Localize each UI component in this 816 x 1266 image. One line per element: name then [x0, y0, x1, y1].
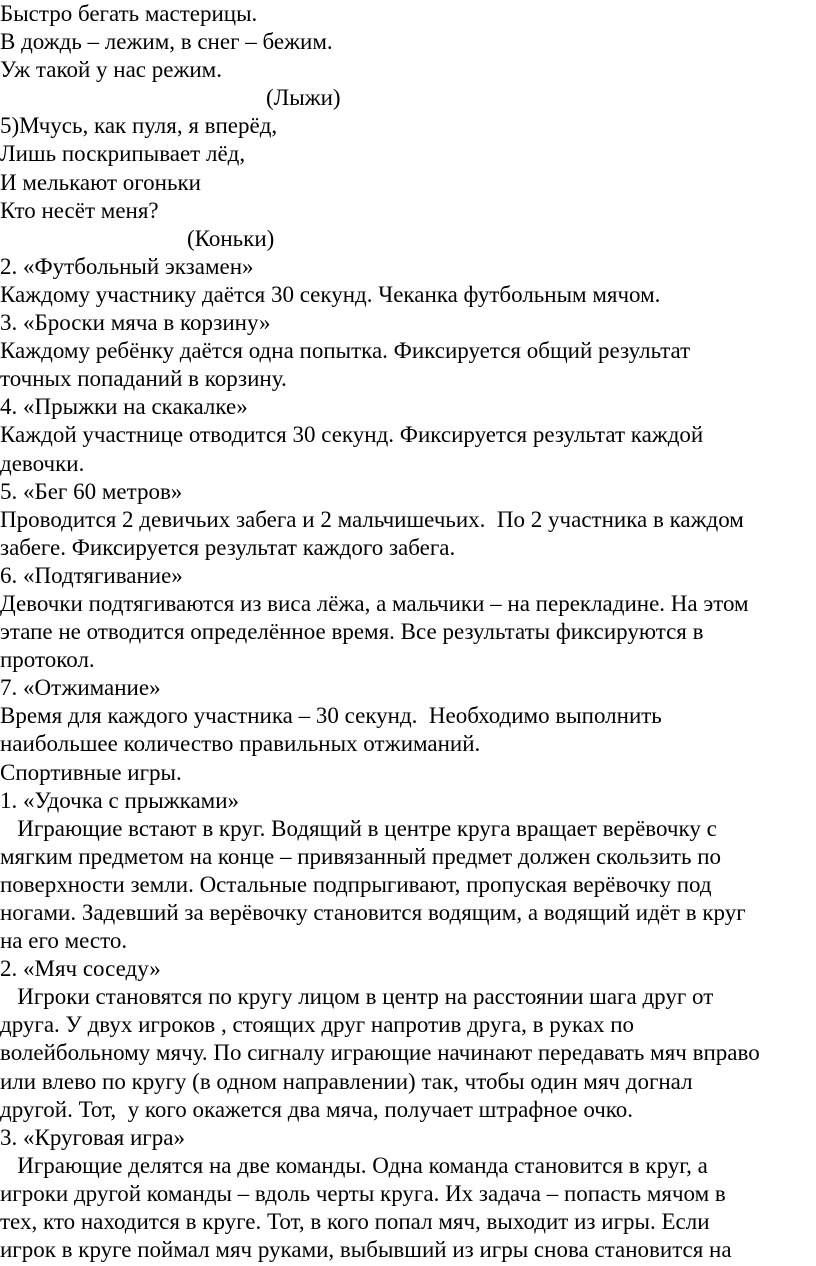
paragraph-line: забеге. Фиксируется результат каждого забега.	[0, 534, 456, 560]
riddle-line: Уж такой у нас режим.	[0, 57, 222, 83]
riddle-line: И мелькают огоньки	[0, 169, 201, 195]
paragraph-line: Играющие делятся на две команды. Одна команда становится в круг, а	[0, 1152, 708, 1178]
paragraph-line: игроки другой команды – вдоль черты круга. Их задача – попасть мячом в	[0, 1180, 726, 1206]
paragraph-line: ногами. Задевший за верёвочку становится водящим, а водящий идёт в круг	[0, 900, 746, 925]
riddle-line: Лишь поскрипывает лёд,	[0, 141, 246, 167]
riddle-line: Кто несёт меня?	[0, 197, 159, 223]
paragraph-line: девочки.	[0, 450, 85, 476]
riddle-answer: (Лыжи)	[266, 85, 341, 111]
paragraph-line: Девочки подтягиваются из виса лёжа, а мальчики – на перекладине. На этом	[0, 590, 749, 616]
paragraph-line: точных попаданий в корзину.	[0, 366, 287, 392]
riddle-line: Быстро бегать мастерицы.	[0, 1, 258, 26]
paragraph-line: или влево по кругу (в одном направлении) так, чтобы один мяч догнал	[0, 1068, 693, 1094]
section-heading: 4. «Прыжки на скакалке»	[0, 394, 248, 420]
section-heading: 2. «Мяч соседу»	[0, 956, 161, 982]
paragraph-line: игрок в круге поймал мяч руками, выбывший из игры снова становится на	[0, 1237, 732, 1263]
paragraph-line: Проводится 2 девичьих забега и 2 мальчишечьих. По 2 участника в каждом	[0, 506, 744, 532]
paragraph-line: друга. У двух игроков , стоящих друг напротив друга, в руках по	[0, 1012, 635, 1038]
paragraph-line: мягким предметом на конце – привязанный предмет должен скользить по	[0, 843, 722, 869]
paragraph-line: Время для каждого участника – 30 секунд. Необходимо выполнить	[0, 703, 662, 729]
riddle-line: В дождь – лежим, в снег – бежим.	[0, 29, 333, 55]
paragraph-line: Каждому участнику даётся 30 секунд. Чеканка футбольным мячом.	[0, 281, 661, 307]
riddle-line: 5)Мчусь, как пуля, я вперёд,	[0, 113, 278, 139]
paragraph-line: на его место.	[0, 928, 128, 954]
paragraph-line: Играющие встают в круг. Водящий в центре круга вращает верёвочку с	[0, 815, 717, 841]
riddle-answer: (Коньки)	[187, 225, 275, 251]
paragraph-line: поверхности земли. Остальные подпрыгивают, пропуская верёвочку под	[0, 871, 712, 897]
paragraph-line: волейбольному мячу. По сигналу играющие начинают передавать мяч вправо	[0, 1040, 760, 1066]
chapter-heading: Спортивные игры.	[0, 759, 182, 785]
section-heading: 3. «Круговая игра»	[0, 1124, 185, 1150]
paragraph-line: другой. Тот, у кого окажется два мяча, получает штрафное очко.	[0, 1096, 634, 1122]
section-heading: 7. «Отжимание»	[0, 675, 161, 701]
section-heading: 5. «Бег 60 метров»	[0, 478, 183, 504]
paragraph-line: наибольшее количество правильных отжиманий.	[0, 731, 481, 757]
section-heading: 2. «Футбольный экзамен»	[0, 253, 254, 279]
section-heading: 3. «Броски мяча в корзину»	[0, 310, 271, 336]
paragraph-line: этапе не отводится определённое время. Все результаты фиксируются в	[0, 619, 704, 645]
section-heading: 6. «Подтягивание»	[0, 562, 183, 588]
paragraph-line: Каждой участнице отводится 30 секунд. Фиксируется результат каждой	[0, 422, 704, 448]
paragraph-line: Игроки становятся по кругу лицом в центр на расстоянии шага друг от	[0, 984, 714, 1010]
paragraph-line: протокол.	[0, 647, 95, 673]
paragraph-line: тех, кто находится в круге. Тот, в кого попал мяч, выходит из игры. Если	[0, 1209, 710, 1235]
paragraph-line: Каждому ребёнку даётся одна попытка. Фиксируется общий результат	[0, 338, 691, 364]
section-heading: 1. «Удочка с прыжками»	[0, 787, 240, 813]
